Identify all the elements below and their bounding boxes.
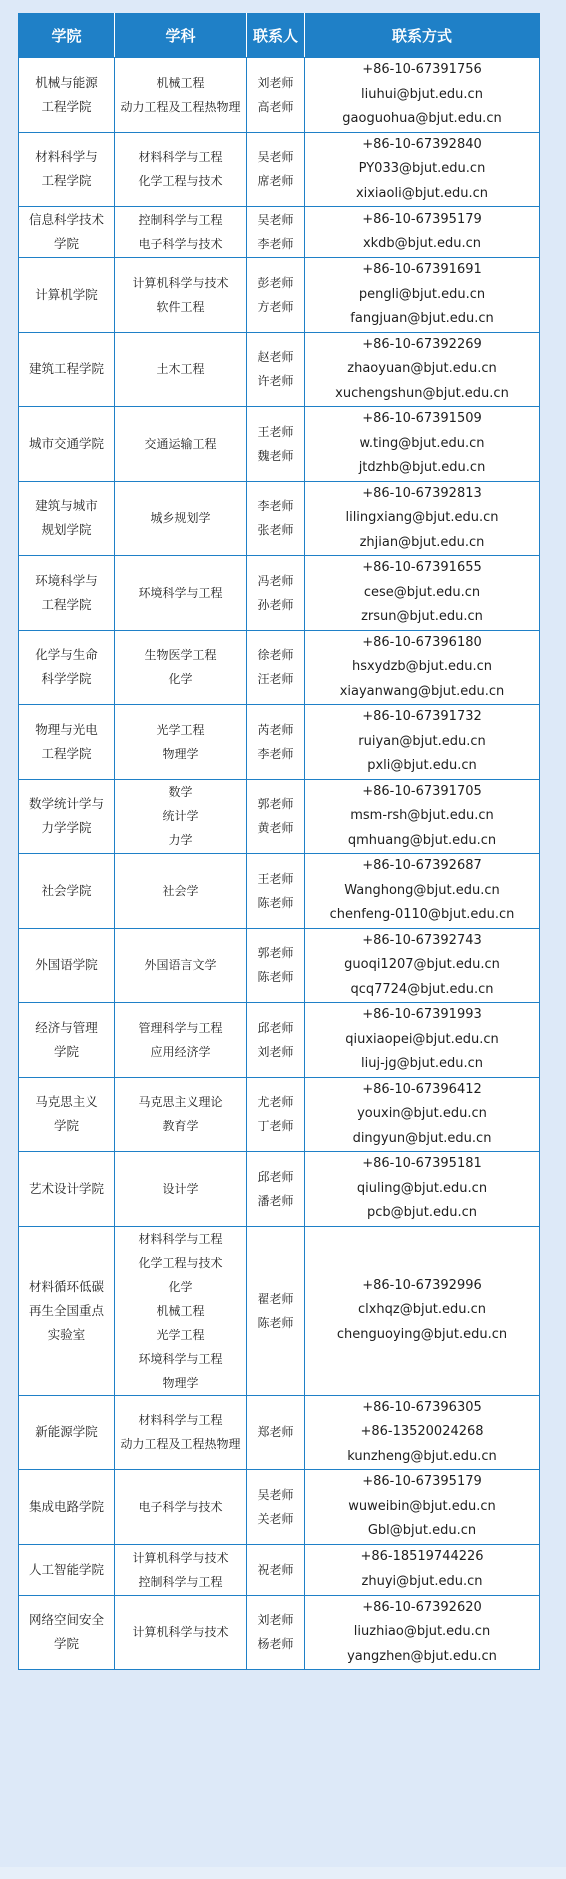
- contact-person-cell: [247, 1470, 305, 1545]
- subject-cell: [115, 207, 247, 258]
- subject-cell: [115, 407, 247, 482]
- subject-cell-line: 物理学: [162, 1375, 199, 1390]
- college-cell-line: 建筑与城市: [35, 498, 98, 514]
- contact-info-cell-line[interactable]: w.ting@bjut.edu.cn: [359, 435, 485, 451]
- contact-info-cell: [305, 1395, 540, 1470]
- table-row: [19, 481, 540, 556]
- subject-cell-line: 光学工程: [156, 1327, 205, 1342]
- table-row: [19, 1003, 540, 1078]
- subject-cell-line: 生物医学工程: [144, 648, 217, 663]
- contact-info-cell-line[interactable]: yangzhen@bjut.edu.cn: [347, 1648, 497, 1664]
- college-cell: [19, 705, 115, 780]
- contact-person-cell-line: 尤老师: [257, 1095, 294, 1110]
- subject-cell: [115, 556, 247, 631]
- subject-cell-line: 计算机科学与技术: [132, 1550, 229, 1565]
- contact-person-cell: [247, 1077, 305, 1152]
- subject-cell-line: 电子科学与技术: [138, 1499, 223, 1514]
- subject-cell-line: 机械工程: [156, 1303, 205, 1318]
- subject-cell-line: 材料科学与工程: [138, 1231, 223, 1246]
- contact-info-cell-line[interactable]: +86-10-67392687: [362, 858, 482, 873]
- contact-info-cell-line[interactable]: cese@bjut.edu.cn: [363, 584, 481, 600]
- college-cell-line: 物理与光电: [35, 721, 98, 737]
- contact-info-cell: [305, 207, 540, 258]
- contact-person-cell-line: 邱老师: [257, 1169, 294, 1184]
- header-contact-person: 联系人: [247, 14, 305, 58]
- college-cell: [19, 332, 115, 407]
- college-cell: [19, 407, 115, 482]
- contact-info-cell-line[interactable]: wuweibin@bjut.edu.cn: [348, 1498, 496, 1514]
- contact-person-cell: [247, 407, 305, 482]
- subject-cell-line: 化学工程与技术: [138, 174, 223, 189]
- contact-info-cell-line[interactable]: dingyun@bjut.edu.cn: [352, 1130, 492, 1146]
- contact-person-cell-line: 高老师: [257, 99, 294, 114]
- college-cell-line: 外国语学院: [35, 957, 98, 973]
- contact-person-cell-line: 汪老师: [257, 672, 294, 687]
- contact-info-cell-line[interactable]: +86-10-67391691: [362, 262, 482, 277]
- subject-cell-line: 材料科学与工程: [138, 150, 223, 165]
- contact-person-cell: [247, 1544, 305, 1595]
- subject-cell: [115, 58, 247, 133]
- table-row: [19, 1595, 540, 1670]
- contact-person-cell: [247, 928, 305, 1003]
- table-row: [19, 258, 540, 333]
- contact-info-cell: [305, 705, 540, 780]
- subject-cell-line: 动力工程及工程热物理: [120, 99, 241, 114]
- table-body: [19, 58, 540, 1670]
- subject-cell: [115, 630, 247, 705]
- subject-cell: [115, 1395, 247, 1470]
- contact-info-cell-line[interactable]: +86-10-67392269: [362, 336, 482, 352]
- contact-info-cell-line[interactable]: gaoguohua@bjut.edu.cn: [342, 111, 502, 126]
- contact-person-cell: [247, 258, 305, 333]
- contact-info-cell: [305, 407, 540, 482]
- contact-info-cell-line[interactable]: +86-10-67395179: [362, 1474, 482, 1489]
- subject-cell: [115, 1595, 247, 1670]
- contact-person-cell-line: 李老师: [257, 237, 294, 251]
- subject-cell: [115, 1003, 247, 1078]
- college-cell-line: 工程学院: [41, 745, 92, 761]
- contact-info-cell-line[interactable]: PY033@bjut.edu.cn: [358, 161, 486, 176]
- subject-cell-line: 计算机科学与技术: [132, 1625, 229, 1640]
- contact-info-cell-line[interactable]: pcb@bjut.edu.cn: [367, 1205, 477, 1220]
- college-cell: [19, 132, 115, 207]
- subject-cell-line: 物理学: [162, 746, 199, 761]
- contact-person-cell-line: 刘老师: [257, 1044, 294, 1059]
- contact-info-cell-line[interactable]: clxhqz@bjut.edu.cn: [357, 1302, 487, 1318]
- college-cell-line: 数学统计学与: [28, 796, 104, 812]
- contact-info-cell-line[interactable]: chenguoying@bjut.edu.cn: [336, 1326, 508, 1342]
- subject-cell-line: 电子科学与技术: [138, 237, 223, 251]
- subject-cell-line: 城乡规划学: [150, 511, 211, 526]
- contact-person-cell: [247, 1226, 305, 1395]
- contact-person-cell-line: 吴老师: [257, 1487, 294, 1502]
- subject-cell-line: 教育学: [162, 1119, 199, 1134]
- contact-info-cell-line[interactable]: fangjuan@bjut.edu.cn: [350, 311, 494, 326]
- college-cell: [19, 1003, 115, 1078]
- college-cell-line: 化学与生命: [35, 647, 98, 663]
- contact-info-cell-line[interactable]: zhjian@bjut.edu.cn: [359, 534, 485, 550]
- table-row: [19, 1544, 540, 1595]
- college-cell-line: 信息科学技术: [28, 212, 104, 227]
- contact-person-cell-line: 陈老师: [257, 970, 294, 985]
- contact-info-cell: [305, 928, 540, 1003]
- college-cell-line: 经济与管理: [35, 1019, 98, 1035]
- contact-person-cell-line: 刘老师: [257, 1613, 294, 1628]
- header-college: 学院: [19, 14, 115, 58]
- contact-info-cell-line[interactable]: +86-10-67391993: [362, 1007, 482, 1022]
- subject-cell: [115, 1544, 247, 1595]
- subject-cell-line: 管理科学与工程: [138, 1020, 223, 1035]
- contact-info-cell-line[interactable]: jtdzhb@bjut.edu.cn: [358, 460, 486, 475]
- subject-cell-line: 材料科学与工程: [138, 1413, 223, 1428]
- subject-cell-line: 设计学: [162, 1181, 199, 1196]
- subject-cell-line: 外国语言文学: [144, 958, 217, 973]
- college-cell: [19, 1226, 115, 1395]
- subject-cell-line: 应用经济学: [150, 1044, 211, 1059]
- subject-cell: [115, 132, 247, 207]
- contact-table: [18, 13, 540, 1670]
- contact-info-cell-line[interactable]: qiuling@bjut.edu.cn: [356, 1180, 488, 1196]
- contact-person-cell: [247, 332, 305, 407]
- college-cell-line: 工程学院: [41, 173, 92, 189]
- college-cell: [19, 1595, 115, 1670]
- table-row: [19, 1226, 540, 1395]
- contact-info-cell-line[interactable]: qcq7724@bjut.edu.cn: [350, 981, 494, 997]
- contact-info-cell-line[interactable]: qmhuang@bjut.edu.cn: [347, 832, 497, 848]
- contact-info-cell-line[interactable]: +86-10-67391705: [362, 783, 482, 799]
- contact-info-cell-line[interactable]: qiuxiaopei@bjut.edu.cn: [345, 1031, 499, 1047]
- contact-person-cell-line: 孙老师: [257, 597, 294, 612]
- contact-info-cell-line[interactable]: zhuyi@bjut.edu.cn: [361, 1573, 483, 1589]
- subject-cell-line: 土木工程: [156, 362, 205, 377]
- table-row: [19, 928, 540, 1003]
- contact-info-cell-line[interactable]: +86-10-67395181: [362, 1156, 482, 1171]
- contact-person-cell-line: 陈老师: [257, 1315, 294, 1330]
- subject-cell-line: 马克思主义理论: [138, 1095, 223, 1110]
- college-cell-line: 再生全国重点: [28, 1302, 104, 1318]
- contact-info-cell-line[interactable]: +86-10-67392620: [362, 1599, 482, 1615]
- subject-cell: [115, 779, 247, 854]
- subject-cell: [115, 705, 247, 780]
- college-cell: [19, 1470, 115, 1545]
- contact-info-cell: [305, 854, 540, 929]
- header-subject: 学科: [115, 14, 247, 58]
- contact-person-cell-line: 李老师: [257, 746, 294, 761]
- contact-info-cell-line[interactable]: pxli@bjut.edu.cn: [367, 758, 477, 773]
- contact-info-cell-line[interactable]: +86-10-67396180: [362, 634, 482, 650]
- contact-info-cell-line[interactable]: +86-10-67391756: [362, 62, 482, 77]
- subject-cell: [115, 854, 247, 929]
- contact-person-cell-line: 方老师: [257, 299, 294, 314]
- contact-info-cell-line[interactable]: +86-10-67396305: [362, 1399, 482, 1415]
- contact-person-cell-line: 魏老师: [257, 448, 294, 463]
- table-row: [19, 630, 540, 705]
- contact-info-cell-line[interactable]: +86-10-67392840: [362, 136, 482, 152]
- table-row: [19, 1077, 540, 1152]
- contact-info-cell-line[interactable]: zhaoyuan@bjut.edu.cn: [347, 361, 497, 376]
- table-row: [19, 332, 540, 407]
- college-cell: [19, 1152, 115, 1227]
- contact-person-cell: [247, 556, 305, 631]
- subject-cell-line: 光学工程: [156, 722, 205, 737]
- contact-person-cell-line: 赵老师: [257, 350, 294, 365]
- contact-person-cell-line: 陈老师: [257, 895, 294, 910]
- subject-cell-line: 数学: [168, 785, 193, 800]
- table-row: [19, 1152, 540, 1227]
- contact-info-cell-line[interactable]: +86-18519744226: [360, 1549, 484, 1564]
- table-row: [19, 705, 540, 780]
- contact-person-cell-line: 吴老师: [257, 213, 294, 227]
- table-row: [19, 556, 540, 631]
- contact-info-cell-line[interactable]: guoqi1207@bjut.edu.cn: [344, 957, 500, 972]
- subject-cell-line: 化学工程与技术: [138, 1255, 223, 1270]
- subject-cell: [115, 258, 247, 333]
- contact-info-cell: [305, 258, 540, 333]
- college-cell-line: 规划学院: [41, 522, 92, 538]
- college-cell-line: 网络空间安全: [28, 1612, 104, 1628]
- college-cell-line: 力学学院: [41, 820, 92, 836]
- college-cell: [19, 207, 115, 258]
- contact-info-cell-line[interactable]: zrsun@bjut.edu.cn: [361, 609, 483, 624]
- contact-info-cell-line[interactable]: +86-10-67391655: [362, 560, 482, 575]
- subject-cell-line: 交通运输工程: [144, 436, 217, 451]
- subject-cell-line: 控制科学与工程: [138, 1574, 223, 1589]
- contact-info-cell-line[interactable]: +86-10-67395179: [362, 211, 482, 227]
- contact-info-cell-line[interactable]: xkdb@bjut.edu.cn: [362, 236, 482, 251]
- contact-info-cell-line[interactable]: msm-rsh@bjut.edu.cn: [350, 808, 494, 823]
- subject-cell-line: 计算机科学与技术: [132, 275, 229, 290]
- contact-info-cell: [305, 630, 540, 705]
- contact-info-cell: [305, 1470, 540, 1545]
- contact-person-cell-line: 彭老师: [257, 275, 294, 290]
- contact-person-cell-line: 刘老师: [257, 75, 294, 90]
- contact-person-cell-line: 翟老师: [257, 1291, 294, 1306]
- contact-info-cell-line[interactable]: ruiyan@bjut.edu.cn: [358, 733, 486, 749]
- contact-info-cell: [305, 556, 540, 631]
- contact-info-cell-line[interactable]: xuchengshun@bjut.edu.cn: [335, 385, 509, 401]
- college-cell-line: 艺术设计学院: [28, 1180, 104, 1196]
- college-cell-line: 新能源学院: [35, 1424, 98, 1440]
- contact-info-cell-line[interactable]: +86-10-67396412: [362, 1081, 482, 1097]
- contact-info-cell: [305, 779, 540, 854]
- subject-cell-line: 环境科学与工程: [138, 1351, 223, 1366]
- table-header-row: [19, 14, 540, 58]
- subject-cell-line: 环境科学与工程: [138, 585, 223, 600]
- college-cell-line: 学院: [53, 1636, 79, 1652]
- contact-info-cell-line[interactable]: xixiaoli@bjut.edu.cn: [355, 185, 489, 201]
- table-row: [19, 407, 540, 482]
- contact-person-cell-line: 祝老师: [257, 1562, 294, 1577]
- contact-person-cell-line: 徐老师: [257, 648, 294, 663]
- college-cell: [19, 779, 115, 854]
- header-contact-info: 联系方式: [305, 14, 540, 58]
- contact-person-cell-line: 邱老师: [257, 1020, 294, 1035]
- contact-person-cell: [247, 630, 305, 705]
- contact-person-cell-line: 郭老师: [257, 797, 294, 812]
- subject-cell: [115, 332, 247, 407]
- contact-table-frame: [18, 13, 539, 1670]
- college-cell-line: 建筑工程学院: [28, 361, 104, 377]
- contact-person-cell-line: 吴老师: [257, 150, 294, 165]
- contact-person-cell: [247, 132, 305, 207]
- subject-cell-line: 化学: [168, 672, 193, 687]
- contact-person-cell: [247, 1003, 305, 1078]
- college-cell: [19, 1395, 115, 1470]
- college-cell-line: 材料科学与: [35, 149, 98, 165]
- contact-person-cell-line: 许老师: [257, 374, 294, 389]
- college-cell-line: 工程学院: [41, 98, 92, 114]
- subject-cell-line: 统计学: [162, 809, 199, 824]
- contact-person-cell-line: 席老师: [257, 174, 294, 189]
- contact-info-cell-line[interactable]: +86-10-67392996: [362, 1277, 482, 1293]
- contact-person-cell-line: 黄老师: [257, 821, 294, 836]
- college-cell-line: 城市交通学院: [28, 435, 104, 451]
- table-row: [19, 1470, 540, 1545]
- contact-person-cell: [247, 1395, 305, 1470]
- contact-info-cell: [305, 132, 540, 207]
- contact-info-cell-line[interactable]: Gbl@bjut.edu.cn: [367, 1523, 477, 1538]
- contact-person-cell: [247, 1152, 305, 1227]
- college-cell-line: 人工智能学院: [28, 1561, 104, 1577]
- contact-info-cell: [305, 332, 540, 407]
- college-cell-line: 学院: [53, 1043, 79, 1059]
- table-row: [19, 1395, 540, 1470]
- college-cell-line: 学院: [53, 1118, 79, 1134]
- contact-info-cell-line[interactable]: youxin@bjut.edu.cn: [357, 1106, 487, 1121]
- subject-cell: [115, 1152, 247, 1227]
- subject-cell-line: 动力工程及工程热物理: [120, 1437, 241, 1452]
- subject-cell-line: 控制科学与工程: [138, 213, 223, 227]
- contact-person-cell: [247, 481, 305, 556]
- contact-info-cell: [305, 58, 540, 133]
- subject-cell-line: 社会学: [162, 883, 199, 898]
- contact-info-cell: [305, 1077, 540, 1152]
- contact-info-cell: [305, 1003, 540, 1078]
- contact-person-cell-line: 冯老师: [257, 573, 294, 588]
- contact-info-cell-line[interactable]: hsxydzb@bjut.edu.cn: [351, 659, 493, 674]
- table-row: [19, 58, 540, 133]
- subject-cell: [115, 1470, 247, 1545]
- contact-person-cell-line: 李老师: [257, 499, 294, 514]
- college-cell-line: 材料循环低碳: [28, 1278, 104, 1294]
- table-row: [19, 132, 540, 207]
- contact-person-cell-line: 芮老师: [257, 722, 294, 737]
- subject-cell-line: 力学: [168, 833, 193, 848]
- college-cell-line: 实验室: [47, 1326, 86, 1342]
- subject-cell-line: 机械工程: [156, 75, 205, 90]
- table-row: [19, 854, 540, 929]
- college-cell-line: 学院: [53, 236, 79, 251]
- subject-cell: [115, 928, 247, 1003]
- contact-person-cell-line: 郭老师: [257, 946, 294, 961]
- contact-info-cell-line[interactable]: kunzheng@bjut.edu.cn: [347, 1448, 497, 1464]
- contact-info-cell-line[interactable]: +86-10-67391732: [362, 709, 482, 724]
- table-row: [19, 207, 540, 258]
- college-cell: [19, 258, 115, 333]
- college-cell: [19, 556, 115, 631]
- contact-info-cell: [305, 481, 540, 556]
- subject-cell: [115, 481, 247, 556]
- contact-person-cell-line: 关老师: [257, 1511, 294, 1526]
- contact-person-cell-line: 杨老师: [257, 1637, 294, 1652]
- contact-info-cell-line[interactable]: liuhui@bjut.edu.cn: [361, 86, 483, 102]
- contact-info-cell: [305, 1595, 540, 1670]
- contact-person-cell: [247, 58, 305, 133]
- contact-info-cell-line[interactable]: chenfeng-0110@bjut.edu.cn: [329, 907, 515, 922]
- college-cell: [19, 1544, 115, 1595]
- contact-person-cell: [247, 854, 305, 929]
- contact-info-cell-line[interactable]: +86-10-67392743: [362, 932, 482, 948]
- college-cell-line: 集成电路学院: [28, 1498, 104, 1514]
- college-cell-line: 工程学院: [41, 596, 92, 612]
- contact-person-cell: [247, 1595, 305, 1670]
- college-cell: [19, 854, 115, 929]
- college-cell: [19, 630, 115, 705]
- contact-info-cell: [305, 1544, 540, 1595]
- contact-person-cell: [247, 705, 305, 780]
- college-cell-line: 社会学院: [41, 882, 92, 898]
- contact-person-cell-line: 王老师: [257, 424, 294, 439]
- contact-person-cell-line: 丁老师: [257, 1119, 294, 1134]
- page-bottom-band: [0, 1867, 566, 1879]
- college-cell-line: 环境科学与: [35, 572, 98, 588]
- college-cell: [19, 928, 115, 1003]
- college-cell-line: 计算机学院: [35, 286, 98, 302]
- contact-info-cell-line[interactable]: liuzhiao@bjut.edu.cn: [353, 1624, 491, 1639]
- contact-info-cell-line[interactable]: +86-10-67392813: [362, 485, 482, 501]
- subject-cell: [115, 1226, 247, 1395]
- college-cell-line: 马克思主义: [35, 1094, 98, 1110]
- contact-person-cell-line: 张老师: [257, 523, 294, 538]
- college-cell-line: 机械与能源: [35, 74, 98, 90]
- subject-cell: [115, 1077, 247, 1152]
- college-cell: [19, 58, 115, 133]
- contact-person-cell: [247, 207, 305, 258]
- contact-info-cell: [305, 1152, 540, 1227]
- contact-info-cell: [305, 1226, 540, 1395]
- college-cell-line: 科学学院: [41, 671, 92, 687]
- contact-person-cell-line: 郑老师: [257, 1425, 294, 1440]
- contact-info-cell-line[interactable]: Wanghong@bjut.edu.cn: [344, 882, 500, 898]
- contact-person-cell-line: 王老师: [257, 871, 294, 886]
- contact-info-cell-line[interactable]: xiayanwang@bjut.edu.cn: [339, 683, 505, 699]
- subject-cell-line: 化学: [168, 1279, 193, 1294]
- college-cell: [19, 1077, 115, 1152]
- contact-info-cell-line[interactable]: liuj-jg@bjut.edu.cn: [361, 1056, 483, 1071]
- contact-info-cell-line[interactable]: pengli@bjut.edu.cn: [358, 286, 486, 302]
- contact-info-cell-line[interactable]: +86-10-67391509: [362, 411, 482, 426]
- contact-person-cell: [247, 779, 305, 854]
- contact-person-cell-line: 潘老师: [257, 1193, 294, 1208]
- subject-cell-line: 软件工程: [156, 299, 205, 314]
- table-row: [19, 779, 540, 854]
- college-cell: [19, 481, 115, 556]
- contact-info-cell-line[interactable]: +86-13520024268: [360, 1424, 484, 1439]
- contact-info-cell-line[interactable]: lilingxiang@bjut.edu.cn: [345, 510, 499, 525]
